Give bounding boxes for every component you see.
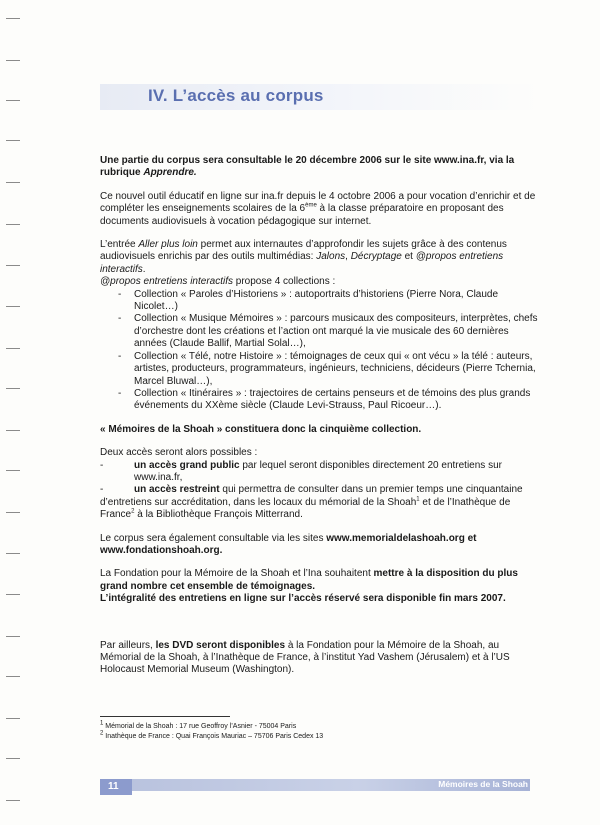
margin-mark [6,18,20,19]
para-outil-text: Ce nouvel outil éducatif en ligne sur ina.fr depuis le 4 octobre 2006 a pour vocation d’enrichir et de compléter les enseignements scolaires de la 6 [100,190,536,215]
italic-text: @propos entretiens interactifs [100,276,233,288]
margin-mark [6,306,20,307]
footer-title: Mémoires de la Shoah [438,779,528,789]
margin-mark [6,224,20,225]
margin-mark [6,758,20,759]
bold-text: L’intégralité des entretiens en ligne sur l’accès réservé sera disponible fin mars 2007. [100,593,506,605]
access-restricted [100,484,540,521]
intro-bold: Une partie du corpus sera consultable le 20 décembre 2006 sur le site www.ina.fr, via la rubrique [100,155,515,179]
list-item-text: Collection « Télé, notre Histoire » : témoignages de ceux qui « ont vécu » la télé : auteurs, artistes, producteurs, programmateurs, ingénieurs, techniciens, décideurs (Pierre Tchernia, Marcel Bluwal…), [134,350,536,387]
bold-text: un accès restreint [134,484,220,496]
margin-mark [6,100,20,101]
margin-mark [6,430,20,431]
access-public [100,460,540,485]
footnote-number: 1 [100,720,104,727]
text: à la Fondation pour la Mémoire de la Shoah, au Mémorial de la Shoah, à l’Inathèque de France, à l’institut Yad Vashem (Jérusalem) et à l’US Holocaust Memorial Museum (Washington). [100,639,510,676]
superscript: ème [305,202,317,209]
margin-mark [6,676,20,677]
footnotes [100,722,323,741]
text: Le corpus sera également consultable via les sites [100,532,327,544]
dash-bullet: - [118,288,122,300]
dash-bullet: - [118,350,122,362]
text: propose 4 collections : [233,276,336,288]
fondation-paragraph [100,568,540,605]
italic-text: Aller plus loin [138,239,198,251]
margin-mark [6,470,20,471]
text: par lequel seront disponibles directement 20 entretiens sur www.ina.fr, [134,459,502,483]
footnote-ref[interactable]: 1 [416,496,420,503]
footnote [100,722,323,732]
footnote-ref[interactable]: 2 [131,508,135,515]
list-item-text: Collection « Itinéraires » : trajectoires de certains penseurs et de témoins des plus grands événements du XXème siècle (Claude Levi-Strauss, Paul Ricoeur…). [134,387,531,412]
footnote-text: Inathèque de France : Quai François Mauriac – 75706 Paris Cedex 13 [103,732,324,740]
margin-mark [6,594,20,595]
list-item [100,313,540,350]
page-number: 11 [108,781,119,792]
list-item [100,351,540,388]
margin-mark [6,265,20,266]
intro-italic: Apprendre. [143,167,197,179]
margin-mark [6,553,20,554]
text: Par ailleurs, [100,639,156,651]
margin-mark [6,182,20,183]
dash-bullet: - [118,313,122,325]
list-item-text: Collection « Musique Mémoires » : parcours musicaux des compositeurs, interprètes, chefs d’orchestre dont les créations et l’action ont marqué la vie musicale des 60 dernières années (Claude Ballif, Martial Solal…), [134,313,538,350]
margin-mark [6,718,20,719]
text: . [142,263,146,275]
collections-list [100,289,540,413]
italic-text: Jalons [316,251,346,263]
binder-marks [0,0,30,825]
italic-text: @propos entretiens interactifs [100,251,504,275]
text: , [345,251,351,263]
bold-text: un accès grand public [134,459,240,471]
bold-text: les DVD seront disponibles [155,639,286,651]
margin-mark [6,800,20,801]
text: L’entrée [100,239,139,251]
page-title: IV. L’accès au corpus [148,86,324,105]
text: La Fondation pour la Mémoire de la Shoah et l’Ina souhaitent [100,568,374,580]
footnote-divider [100,716,230,717]
list-item [100,388,540,413]
bold-text: mettre à la disposition du plus grand nombre cet ensemble de témoignages. [100,568,518,592]
footnote-number: 2 [100,730,104,737]
access-section [100,447,540,521]
shoah-collection-line: « Mémoires de la Shoah » constituera donc la cinquième collection. [100,423,422,435]
margin-mark [6,348,20,349]
dash-bullet: - [100,484,104,496]
margin-mark [6,140,20,141]
para-entree [100,239,540,289]
dash-bullet: - [118,387,122,399]
margin-mark [6,512,20,513]
dash-bullet: - [100,459,104,471]
margin-mark [6,636,20,637]
footnote [100,732,323,742]
sites-paragraph [100,533,540,558]
text: et [401,251,416,263]
text: à la Bibliothèque François Mitterrand. [134,509,303,521]
intro-paragraph [100,155,540,180]
dvd-paragraph [100,640,540,677]
list-item-text: Collection « Paroles d’Historiens » : autoportraits d’historiens (Pierre Nora, Claude Nicolet…) [134,288,499,313]
text: qui permettra de consulter dans un premier temps une cinquantaine d’entretiens sur accréditation, dans les locaux du mémorial de la Shoah [100,484,523,508]
access-intro: Deux accès seront alors possibles : [100,447,258,459]
site-links[interactable]: www.memorialdelashoah.org et www.fondationshoah.org. [100,532,477,556]
document-body [100,155,540,688]
footnote-text: Mémorial de la Shoah : 17 rue Geoffroy l’Asnier - 75004 Paris [103,723,297,730]
text: et de l’Inathèque de France [100,496,511,521]
text: permet aux internautes d’approfondir les sujets grâce à des contenus audiovisuels enrichis par des outils multimédias: [100,239,507,263]
list-item [100,289,540,314]
italic-text: Décryptage [350,251,402,263]
para-outil [100,191,540,228]
margin-mark [6,60,20,61]
margin-mark [6,388,20,389]
para-outil-text-end: à la classe préparatoire en proposant des documents audiovisuels à vocation pédagogique sur internet. [100,203,504,227]
